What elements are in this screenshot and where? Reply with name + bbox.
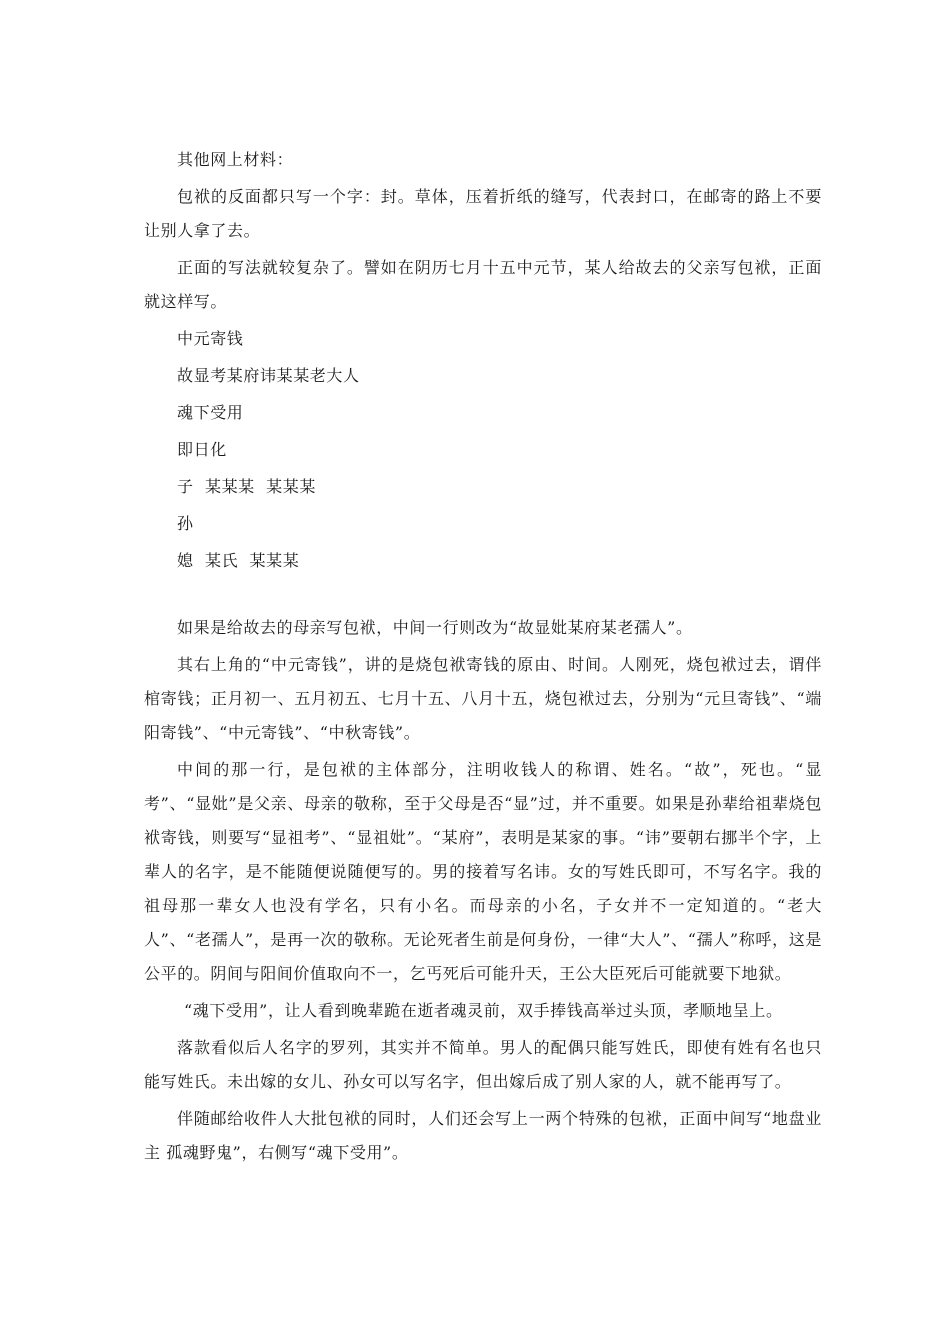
sample-line: 中元寄钱	[177, 329, 244, 348]
paragraph-hun-xia: “魂下受用”，让人看到晚辈跪在逝者魂灵前，双手捧钱高举过头顶，孝顺地呈上。	[184, 1001, 783, 1020]
sample-line: 魂下受用	[177, 403, 244, 422]
paragraph-top-right: 其右上角的“中元寄钱”，讲的是烧包袱寄钱的原由、时间。人刚死，烧包袱过去，谓伴棺寄钱；正月初一、五月初五、七月十五、八月十五，烧包袱过去，分别为“元旦寄钱”、“端阳寄钱”、“中元寄钱”、“中秋寄钱”。	[144, 655, 822, 742]
sample-line: 孙	[177, 514, 194, 533]
paragraph-special: 伴随邮给收件人大批包袱的同时，人们还会写上一两个特殊的包袱，正面中间写“地盘业主 孤魂野鬼”，右侧写“魂下受用”。	[144, 1109, 822, 1162]
sample-inscription	[144, 322, 822, 578]
paragraph-reverse-side: 包袱的反面都只写一个字：封。草体，压着折纸的缝写，代表封口，在邮寄的路上不要让别人拿了去。	[144, 187, 822, 240]
sample-line: 子 某某某 某某某	[177, 477, 316, 496]
paragraph-middle-line: 中间的那一行，是包袱的主体部分，注明收钱人的称谓、姓名。“故”，死也。“显考”、“显妣”是父亲、母亲的敬称，至于父母是否“显”过，并不重要。如果是孙辈给祖辈烧包袱寄钱，则要写“显祖考”、“显祖妣”。“某府”，表明是某家的事。“讳”要朝右挪半个字，上辈人的名字，是不能随便说随便写的。男的接着写名讳。女的写姓氏即可，不写名字。我的祖母那一辈女人也没有学名，只有小名。而母亲的小名，子女并不一定知道的。“老大人”、“老孺人”，是再一次的敬称。无论死者生前是何身份，一律“大人”、“孺人”称呼，这是公平的。阴间与阳间价值取向不一，乞丐死后可能升天，王公大臣死后可能就要下地狱。	[144, 760, 822, 983]
sample-line: 即日化	[177, 440, 227, 459]
blank-line	[144, 581, 822, 611]
sample-line: 媳 某氏 某某某	[177, 551, 300, 570]
section-heading: 其他网上材料：	[177, 150, 294, 169]
paragraph-mother: 如果是给故去的母亲写包袱，中间一行则改为“故显妣某府某老孺人”。	[177, 618, 693, 637]
paragraph-signature: 落款看似后人名字的罗列，其实并不简单。男人的配偶只能写姓氏，即使有姓有名也只能写姓氏。未出嫁的女儿、孙女可以写名字，但出嫁后成了别人家的人，就不能再写了。	[144, 1038, 822, 1091]
sample-line: 故显考某府讳某某老大人	[177, 366, 360, 385]
paragraph-front-side: 正面的写法就较复杂了。譬如在阴历七月十五中元节，某人给故去的父亲写包袱，正面就这样写。	[144, 258, 822, 311]
document-body	[144, 143, 822, 1173]
